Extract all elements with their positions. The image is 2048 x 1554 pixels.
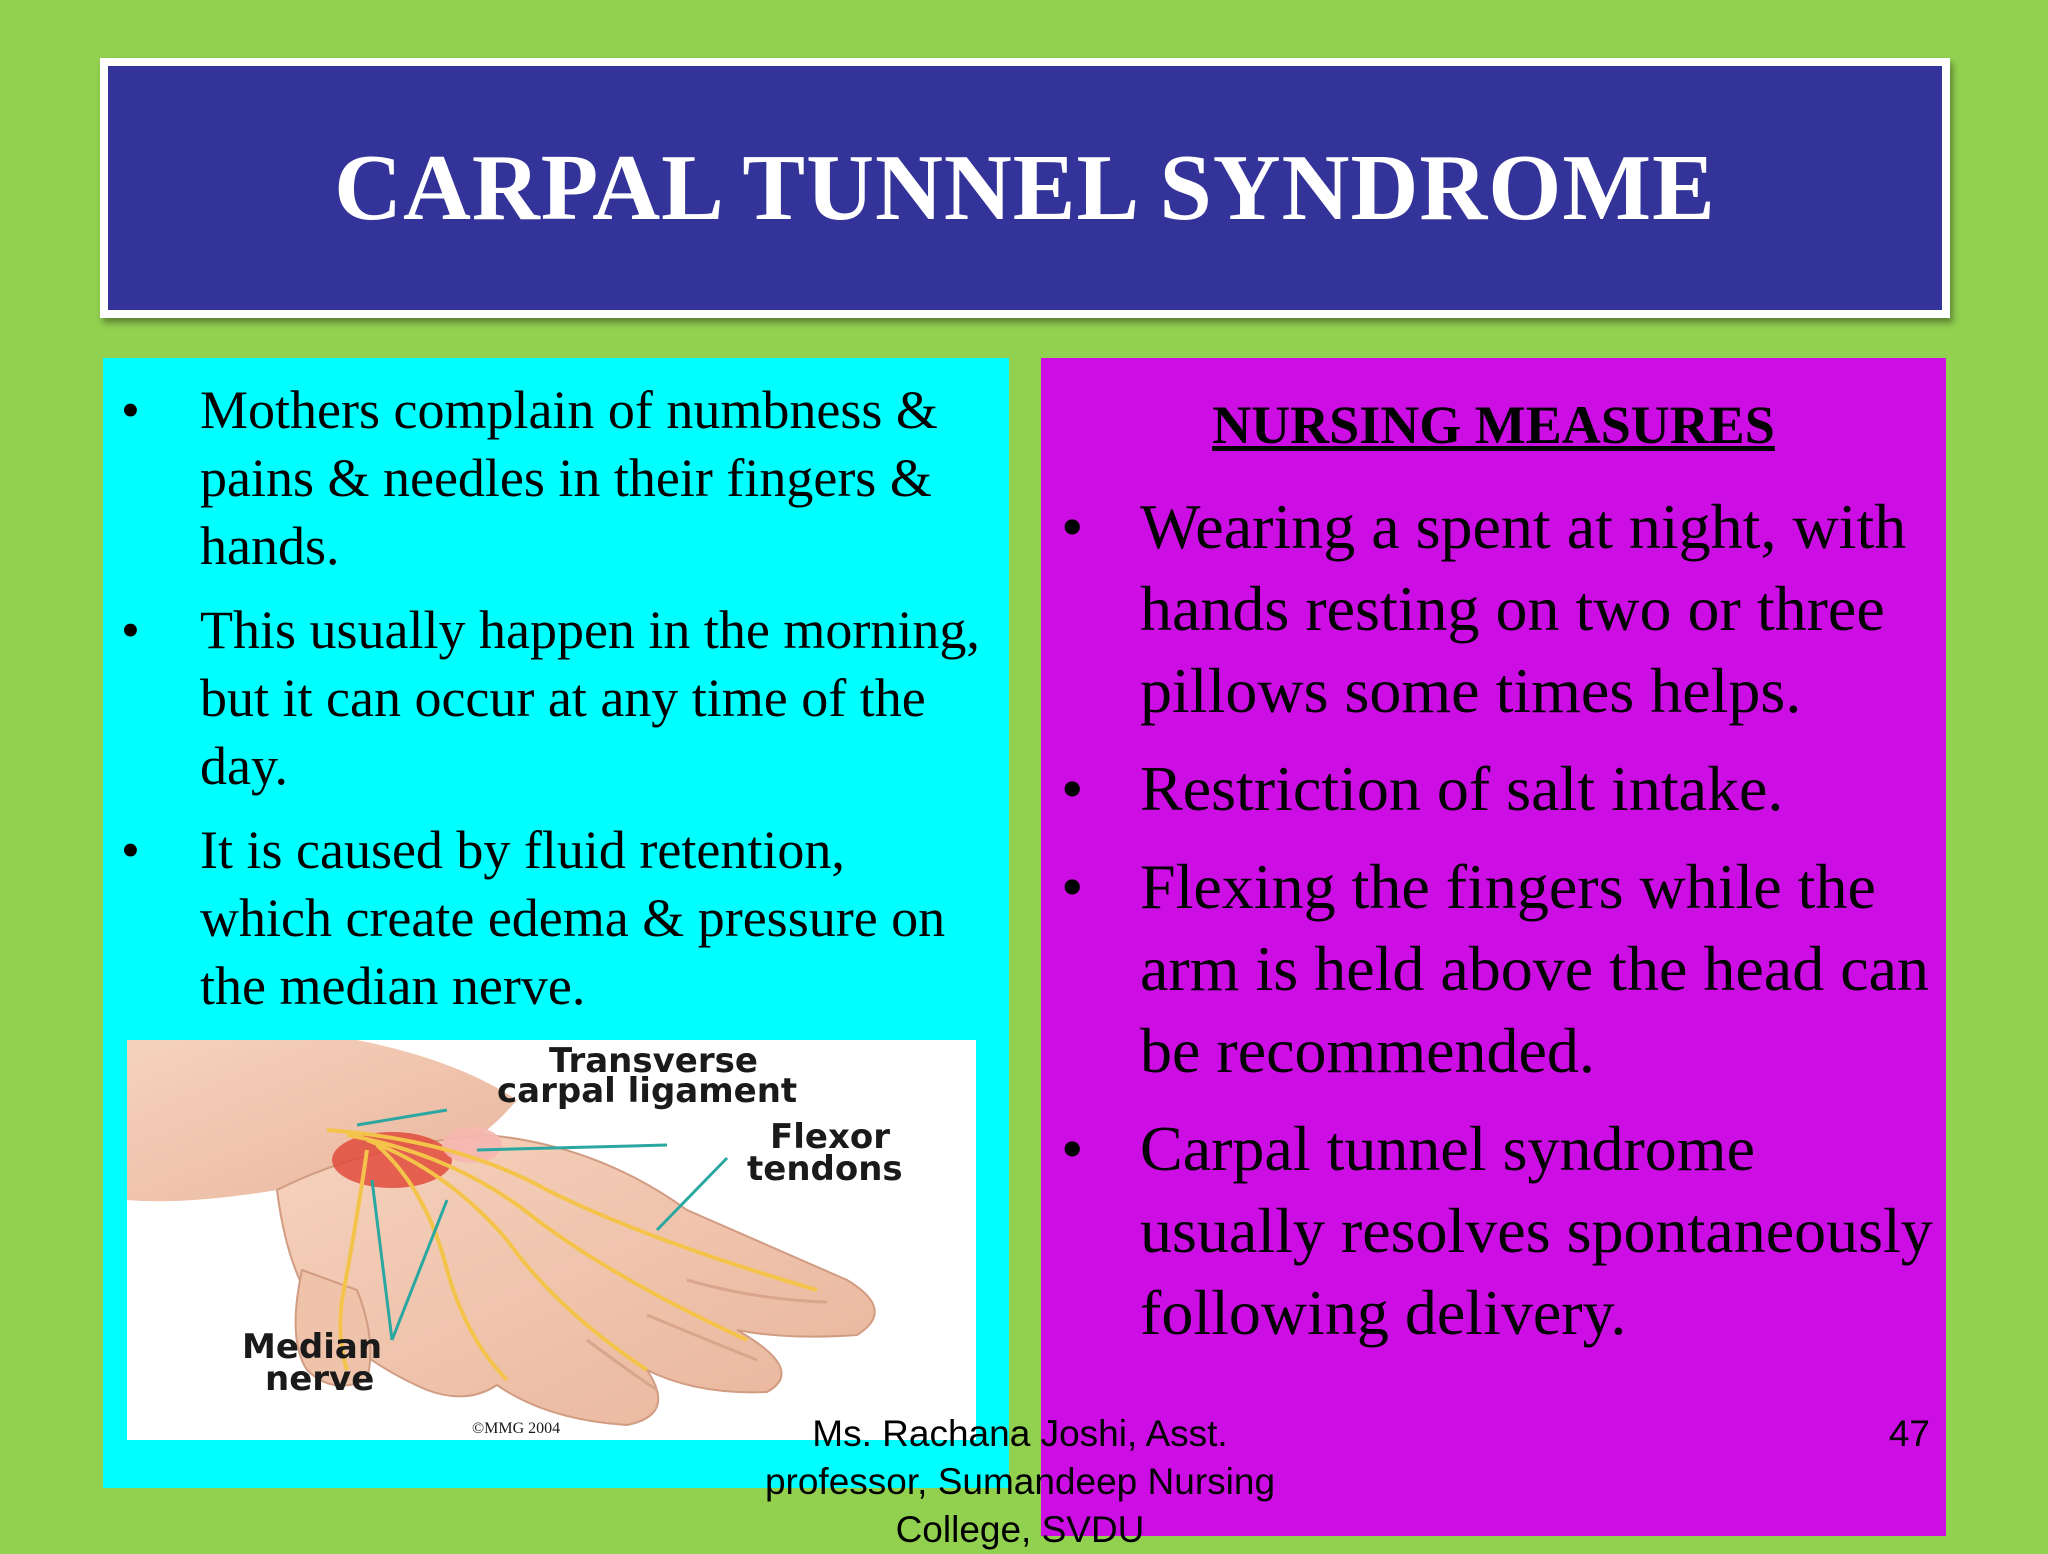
title-banner <box>100 58 1950 318</box>
label-tendons-2: tendons <box>747 1149 903 1189</box>
carpal-tunnel-diagram <box>127 1040 976 1440</box>
symptom-list <box>103 376 1009 1036</box>
footer-credit <box>690 1410 1350 1554</box>
list-item-text: Flexing the fingers while the arm is held above the head can be recommended. <box>1140 851 1929 1086</box>
list-item-text: Wearing a spent at night, with hands resting on two or three pillows some times helps. <box>1140 491 1907 726</box>
list-item <box>103 596 1009 800</box>
bullet-icon: • <box>1061 753 1084 824</box>
footer-line: Ms. Rachana Joshi, Asst. <box>812 1413 1228 1454</box>
bullet-icon: • <box>121 380 140 440</box>
list-item-text: It is caused by fluid retention, which create edema & pressure on the median nerve. <box>200 820 946 1016</box>
hand-illustration <box>127 1040 976 1440</box>
label-nerve-2: nerve <box>265 1359 375 1399</box>
nursing-measures-heading: NURSING MEASURES <box>1212 395 1775 455</box>
list-item-text: Restriction of salt intake. <box>1140 753 1784 824</box>
list-item <box>103 376 1009 580</box>
label-nerve-1: Median <box>242 1327 383 1367</box>
label-ligament-1: Transverse <box>549 1041 758 1081</box>
list-item-text: Mothers complain of numbness & pains & needles in their fingers & hands. <box>200 380 938 576</box>
bullet-icon: • <box>1061 1113 1084 1184</box>
label-tendons-1: Flexor <box>770 1117 890 1157</box>
footer-line: professor, Sumandeep Nursing <box>764 1461 1276 1502</box>
bullet-icon: • <box>121 820 140 880</box>
label-ligament-2: carpal ligament <box>497 1071 798 1111</box>
copyright-label: ©MMG 2004 <box>472 1420 561 1437</box>
bullet-icon: • <box>1061 491 1084 562</box>
right-panel <box>1041 358 1946 1536</box>
footer-line: College, SVDU <box>895 1509 1145 1550</box>
list-item-text: This usually happen in the morning, but it can occur at any time of the day. <box>200 600 980 796</box>
nursing-measures-list <box>1041 486 1946 1370</box>
list-item <box>1041 846 1946 1092</box>
bullet-icon: • <box>1061 851 1084 922</box>
page-number: 47 <box>1888 1413 1930 1454</box>
bullet-icon: • <box>121 600 140 660</box>
list-item <box>103 816 1009 1020</box>
list-item <box>1041 486 1946 732</box>
list-item-text: Carpal tunnel syndrome usually resolves spontaneously following delivery. <box>1140 1113 1933 1348</box>
slide-title: CARPAL TUNNEL SYNDROME <box>334 136 1716 240</box>
list-item <box>1041 748 1946 830</box>
list-item <box>1041 1108 1946 1354</box>
